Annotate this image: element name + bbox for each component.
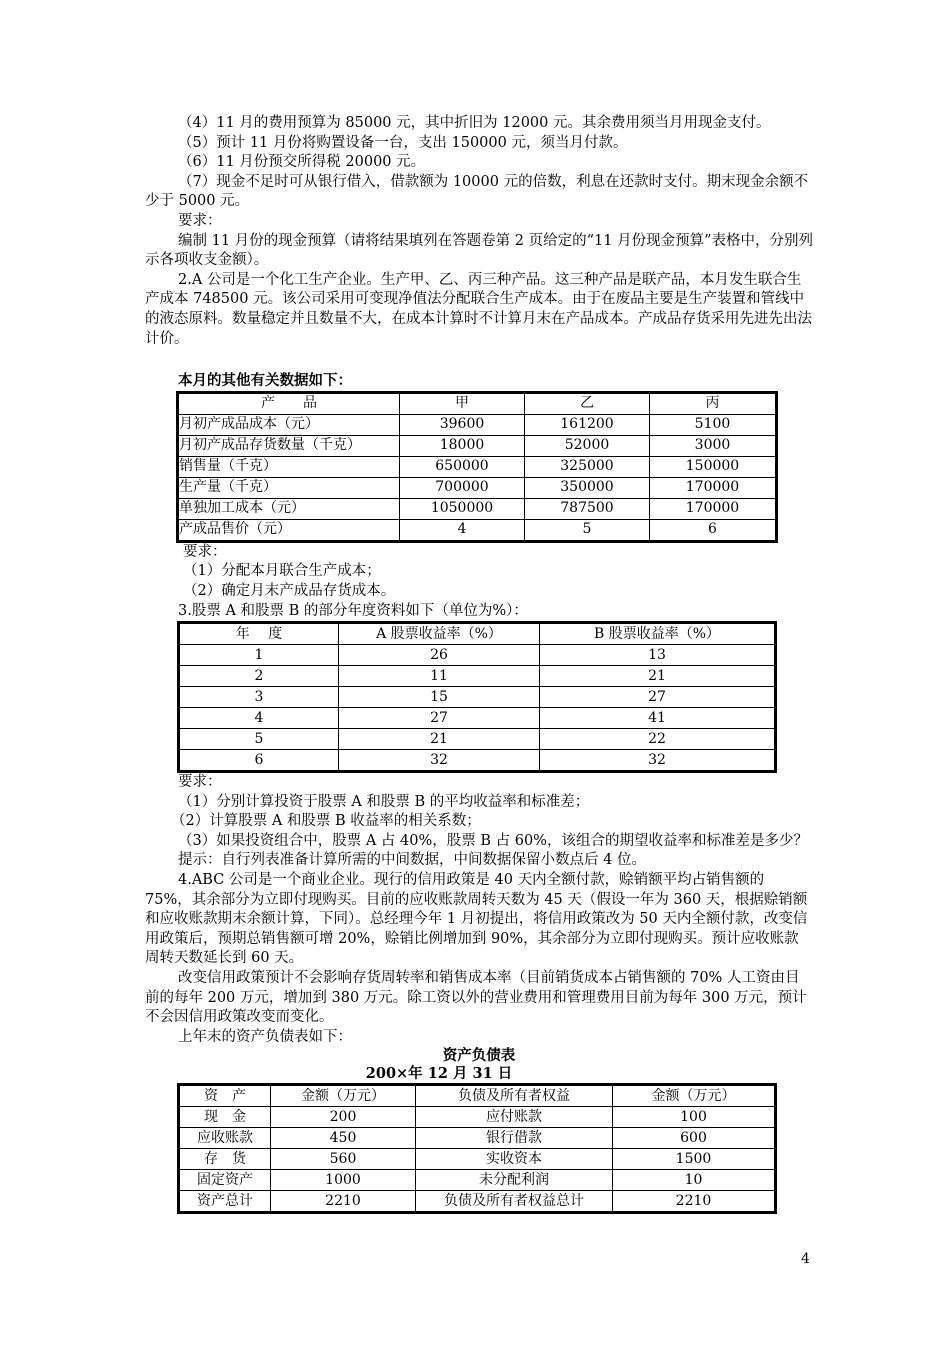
table-cell: 月初产成品成本（元） [178,414,400,435]
table-row [178,414,777,435]
question-3: 3.股票 A 和股票 B 的部分年度资料如下（单位为%）： [178,602,528,619]
table-row [179,1107,776,1128]
paragraph: （3）如果投资组合中，股票 A 占 40%，股票 B 占 60%，该组合的期望收益率和标准差是多少？ [178,832,808,849]
table-header: A 股票收益率（%） [339,623,540,645]
table-cell: 560 [271,1149,416,1170]
table-cell: 应收账款 [179,1128,271,1149]
table-cell: 资产总计 [179,1191,271,1213]
table-row [179,645,776,666]
table-cell: 52000 [525,435,650,456]
table-cell: 600 [613,1128,776,1149]
question-2: 2.A 公司是一个化工生产企业。生产甲、乙、丙三种产品。这三种产品是联产品，本月发生联合生产成本 748500 元。该公司采用可变现净值法分配联合生产成本。由于在废品主要是生产装置和管线中的液态原料。数量稳定并且数量不大，在成本计算时不计算月末在产品成本。产成品存货采用先进先出法计价。 [145,271,812,347]
paragraph: 要求： [178,774,222,791]
table-cell: 单独加工成本（元） [178,498,400,519]
table-row [178,456,777,477]
table-header: 负债及所有者权益 [416,1085,613,1107]
table-cell: 固定资产 [179,1170,271,1191]
table-row [179,708,776,729]
table-cell: 产成品售价（元） [178,519,400,541]
table-header: B 股票收益率（%） [540,623,776,645]
table-header-row [178,392,777,414]
table-cell: 200 [271,1107,416,1128]
table-row [179,1191,776,1213]
table-cell: 11 [339,666,540,687]
paragraph: 编制 11 月份的现金预算（请将结果填列在答题卷第 2 页给定的“11 月份现金预算”表格中，分别列示各项收支金额）。 [145,232,813,269]
table-header: 乙 [525,392,650,414]
table-cell: 2 [179,666,339,687]
table-cell: 1500 [613,1149,776,1170]
paragraph: 改变信用政策预计不会影响存货周转率和销售成本率（目前销货成本占销售额的 70% 人工资由目前的每年 200 万元，增加到 380 万元。除工资以外的营业费用和管理费用目前为每年 300 万元，预计不会因信用政策改变而变化。 [145,970,807,1026]
paragraph: （4）11 月的费用预算为 85000 元，其中折旧为 12000 元。其余费用须当月用现金支付。 [178,115,771,131]
table-cell: 150000 [650,456,777,477]
table-cell: 41 [540,708,776,729]
table-row [179,1128,776,1149]
table-cell: 13 [540,645,776,666]
table-cell: 22 [540,729,776,750]
table-cell: 325000 [525,456,650,477]
table-cell: 6 [179,750,339,772]
table-cell: 5100 [650,414,777,435]
table-cell: 6 [650,519,777,541]
table-cell: 1050000 [400,498,525,519]
table-cell: 存 货 [179,1149,271,1170]
paragraph: 要求： [183,543,227,560]
table-row [179,750,776,772]
table-cell: 4 [179,708,339,729]
paragraph: 提示：自行列表准备计算所需的中间数据，中间数据保留小数点后 4 位。 [178,852,646,869]
table-cell: 350000 [525,477,650,498]
table-row [179,1170,776,1191]
table-header-row [179,623,776,645]
document-body [145,114,813,1214]
paragraph: （2）确定月末产成品存货成本。 [183,582,396,599]
table-cell: 应付账款 [416,1107,613,1128]
table-cell: 生产量（千克） [178,477,400,498]
table-cell: 161200 [525,414,650,435]
table-cell: 170000 [650,498,777,519]
joint-product-table [176,391,778,543]
table-cell: 787500 [525,498,650,519]
table-cell: 3000 [650,435,777,456]
table-cell: 21 [339,729,540,750]
table-header: 丙 [650,392,777,414]
paragraph: （1）分配本月联合生产成本； [183,563,381,580]
table-cell: 15 [339,687,540,708]
table-cell: 销售量（千克） [178,456,400,477]
table-row [178,519,777,541]
table-cell: 月初产成品存货数量（千克） [178,435,400,456]
table-cell: 39600 [400,414,525,435]
table-row [179,687,776,708]
table-header: 资 产 [179,1085,271,1107]
table-cell: 5 [525,519,650,541]
table-cell: 170000 [650,477,777,498]
table-cell: 1 [179,645,339,666]
table-cell: 4 [400,519,525,541]
table-cell: 未分配利润 [416,1170,613,1191]
balance-sheet-table [177,1083,777,1214]
table-cell: 负债及所有者权益总计 [416,1191,613,1213]
paragraph: （7）现金不足时可从银行借入，借款额为 10000 元的倍数，利息在还款时支付。期末现金余额不少于 5000 元。 [145,173,809,210]
table-row [179,666,776,687]
table-cell: 18000 [400,435,525,456]
table-title: 本月的其他有关数据如下： [178,372,352,390]
table-cell: 2210 [613,1191,776,1213]
table-cell: 100 [613,1107,776,1128]
table-cell: 2210 [271,1191,416,1213]
table-cell: 26 [339,645,540,666]
table-cell: 700000 [400,477,525,498]
table-row [179,729,776,750]
paragraph: 上年末的资产负债表如下： [178,1028,352,1045]
table-cell: 650000 [400,456,525,477]
paragraph: 要求： [178,212,222,229]
paragraph: （5）预计 11 月份将购置设备一台，支出 150000 元，须当月付款。 [178,134,628,151]
table-header: 金额（万元） [613,1085,776,1107]
paragraph: （1）分别计算投资于股票 A 和股票 B 的平均收益率和标准差； [178,793,590,810]
table-cell: 32 [540,750,776,772]
table-cell: 3 [179,687,339,708]
table-cell: 5 [179,729,339,750]
paragraph: （6）11 月份预交所得税 20000 元。 [178,154,426,171]
table-row [178,498,777,519]
stock-return-table [177,621,777,773]
table-cell: 27 [339,708,540,729]
table-row [178,477,777,498]
paragraph: （2）计算股票 A 和股票 B 收益率的相关系数； [171,813,481,830]
table-header: 金额（万元） [271,1085,416,1107]
table-row [179,1149,776,1170]
question-4: 4.ABC 公司是一个商业企业。现行的信用政策是 40 天内全额付款，赊销额平均占销售额的 75%，其余部分为立即付现购买。目前的应收账款周转天数为 45 天（假设一年为 360 天，根据赊销额和应收账款期末余额计算，下同）。总经理今年 1 月初提出，将信用政策改为 50 天内全额付款，改变信用政策后，预期总销售额可增 20%，赊销比例增加到 90%，其余部分为立即付现购买。预计应收账款周转天数延长到 60 天。 [145,872,808,967]
table-cell: 450 [271,1128,416,1149]
balance-sheet-title: 资产负债表 [442,1047,516,1065]
table-cell: 27 [540,687,776,708]
balance-sheet-date: 200×年 12 月 31 日 [365,1065,513,1083]
table-cell: 10 [613,1170,776,1191]
table-header: 年 度 [179,623,339,645]
table-cell: 21 [540,666,776,687]
table-header-row [179,1085,776,1107]
page-number: 4 [801,1251,810,1267]
table-cell: 现 金 [179,1107,271,1128]
table-header: 甲 [400,392,525,414]
table-cell: 1000 [271,1170,416,1191]
table-cell: 银行借款 [416,1128,613,1149]
table-cell: 32 [339,750,540,772]
table-row [178,435,777,456]
table-cell: 实收资本 [416,1149,613,1170]
table-header: 产 品 [178,392,400,414]
